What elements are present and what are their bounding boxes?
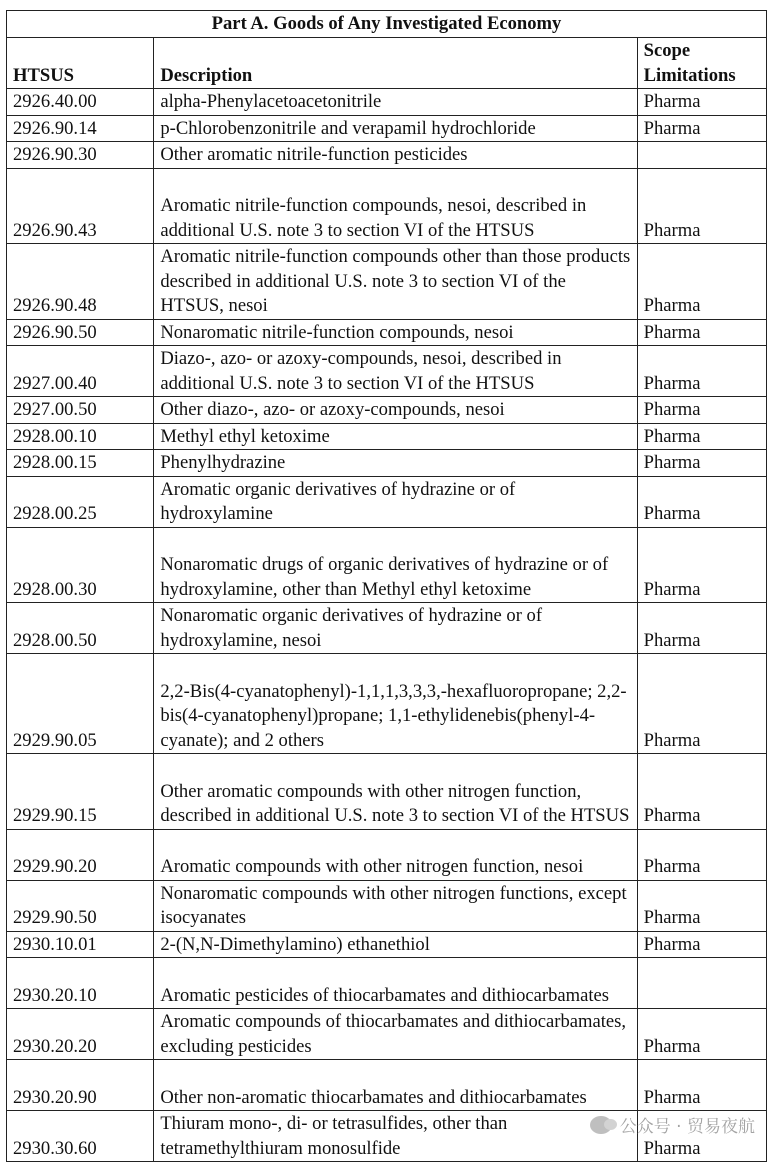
table-row (7, 931, 767, 958)
htsus-code-cell: 2928.00.30 (7, 527, 154, 603)
table-row (7, 1060, 767, 1111)
scope-cell: Pharma (637, 115, 766, 142)
htsus-code-cell: 2929.90.50 (7, 880, 154, 931)
scope-cell (637, 958, 766, 1009)
htsus-table (6, 10, 767, 1162)
description-cell: Nonaromatic organic derivatives of hydrazine or of hydroxylamine, nesoi (154, 603, 637, 654)
description-cell: Other aromatic nitrile-function pesticides (154, 142, 637, 169)
table-row (7, 142, 767, 169)
scope-cell: Pharma (637, 527, 766, 603)
description-cell: Phenylhydrazine (154, 450, 637, 477)
table-row (7, 423, 767, 450)
header-row (7, 38, 767, 89)
table-row (7, 89, 767, 116)
htsus-code-cell: 2930.20.20 (7, 1009, 154, 1060)
watermark-text: 公众号 · 贸易夜航 (619, 1117, 755, 1137)
header-scope-limitations: Scope Limitations (637, 38, 766, 89)
table-row (7, 168, 767, 244)
htsus-code-cell: 2926.90.50 (7, 319, 154, 346)
table-title-row (7, 11, 767, 38)
header-htsus: HTSUS (7, 38, 154, 89)
scope-cell: Pharma (637, 829, 766, 880)
htsus-code-cell: 2928.00.10 (7, 423, 154, 450)
htsus-code-cell: 2929.90.05 (7, 654, 154, 754)
scope-cell: Pharma (637, 476, 766, 527)
description-cell: Other non-aromatic thiocarbamates and dithiocarbamates (154, 1060, 637, 1111)
table-row (7, 397, 767, 424)
table-row (7, 527, 767, 603)
htsus-code-cell: 2930.30.60 (7, 1111, 154, 1162)
description-cell: Nonaromatic drugs of organic derivatives of hydrazine or of hydroxylamine, other than Methyl ethyl ketoxime (154, 527, 637, 603)
htsus-code-cell: 2926.90.14 (7, 115, 154, 142)
table-row (7, 958, 767, 1009)
scope-cell: Pharma (637, 654, 766, 754)
table-row (7, 654, 767, 754)
table-row (7, 244, 767, 320)
table-row (7, 346, 767, 397)
description-cell: 2-(N,N-Dimethylamino) ethanethiol (154, 931, 637, 958)
scope-cell: Pharma (637, 1009, 766, 1060)
description-cell: Methyl ethyl ketoxime (154, 423, 637, 450)
htsus-code-cell: 2926.40.00 (7, 89, 154, 116)
htsus-code-cell: 2930.20.10 (7, 958, 154, 1009)
wechat-icon (590, 1116, 612, 1134)
table-row (7, 829, 767, 880)
htsus-code-cell: 2930.10.01 (7, 931, 154, 958)
description-cell: Aromatic nitrile-function compounds, nesoi, described in additional U.S. note 3 to section VI of the HTSUS (154, 168, 637, 244)
description-cell: Nonaromatic compounds with other nitrogen functions, except isocyanates (154, 880, 637, 931)
scope-cell (637, 142, 766, 169)
htsus-code-cell: 2930.20.90 (7, 1060, 154, 1111)
htsus-code-cell: 2929.90.15 (7, 754, 154, 830)
htsus-code-cell: 2926.90.30 (7, 142, 154, 169)
table-row (7, 880, 767, 931)
description-cell: Aromatic nitrile-function compounds other than those products described in additional U.S. note 3 to section VI of the HTSUS, nesoi (154, 244, 637, 320)
htsus-code-cell: 2929.90.20 (7, 829, 154, 880)
scope-cell: Pharma (637, 603, 766, 654)
description-cell: 2,2-Bis(4-cyanatophenyl)-1,1,1,3,3,3,-hexafluoropropane; 2,2-bis(4-cyanatophenyl)propane; 1,1-ethylidenebis(phenyl-4-cyanate); and 2 others (154, 654, 637, 754)
scope-cell: Pharma (637, 244, 766, 320)
table-row (7, 319, 767, 346)
htsus-code-cell: 2928.00.25 (7, 476, 154, 527)
description-cell: Aromatic pesticides of thiocarbamates and dithiocarbamates (154, 958, 637, 1009)
scope-cell: Pharma (637, 89, 766, 116)
table-row (7, 115, 767, 142)
htsus-code-cell: 2927.00.50 (7, 397, 154, 424)
header-description: Description (154, 38, 637, 89)
description-cell: Aromatic compounds with other nitrogen function, nesoi (154, 829, 637, 880)
watermark (590, 1112, 755, 1137)
description-cell: alpha-Phenylacetoacetonitrile (154, 89, 637, 116)
scope-cell: Pharma (637, 168, 766, 244)
scope-cell: Pharma (637, 1111, 766, 1162)
description-cell: Other diazo-, azo- or azoxy-compounds, nesoi (154, 397, 637, 424)
table-row (7, 754, 767, 830)
scope-cell: Pharma (637, 423, 766, 450)
scope-cell: Pharma (637, 754, 766, 830)
table-title: Part A. Goods of Any Investigated Economy (7, 11, 767, 38)
scope-cell: Pharma (637, 1060, 766, 1111)
scope-cell: Pharma (637, 346, 766, 397)
scope-cell: Pharma (637, 880, 766, 931)
htsus-code-cell: 2927.00.40 (7, 346, 154, 397)
description-cell: Aromatic organic derivatives of hydrazine or of hydroxylamine (154, 476, 637, 527)
description-cell: Other aromatic compounds with other nitrogen function, described in additional U.S. note 3 to section VI of the HTSUS (154, 754, 637, 830)
table-body (7, 89, 767, 1162)
htsus-code-cell: 2928.00.50 (7, 603, 154, 654)
htsus-code-cell: 2928.00.15 (7, 450, 154, 477)
description-cell: Thiuram mono-, di- or tetrasulfides, other than tetramethylthiuram monosulfide (154, 1111, 637, 1162)
scope-cell: Pharma (637, 450, 766, 477)
scope-cell: Pharma (637, 319, 766, 346)
description-cell: Aromatic compounds of thiocarbamates and dithiocarbamates, excluding pesticides (154, 1009, 637, 1060)
table-row (7, 1009, 767, 1060)
table-row (7, 603, 767, 654)
description-cell: Diazo-, azo- or azoxy-compounds, nesoi, described in additional U.S. note 3 to section VI of the HTSUS (154, 346, 637, 397)
table-row (7, 476, 767, 527)
htsus-code-cell: 2926.90.43 (7, 168, 154, 244)
description-cell: p-Chlorobenzonitrile and verapamil hydrochloride (154, 115, 637, 142)
htsus-code-cell: 2926.90.48 (7, 244, 154, 320)
description-cell: Nonaromatic nitrile-function compounds, nesoi (154, 319, 637, 346)
scope-cell: Pharma (637, 397, 766, 424)
table-row (7, 450, 767, 477)
scope-cell: Pharma (637, 931, 766, 958)
